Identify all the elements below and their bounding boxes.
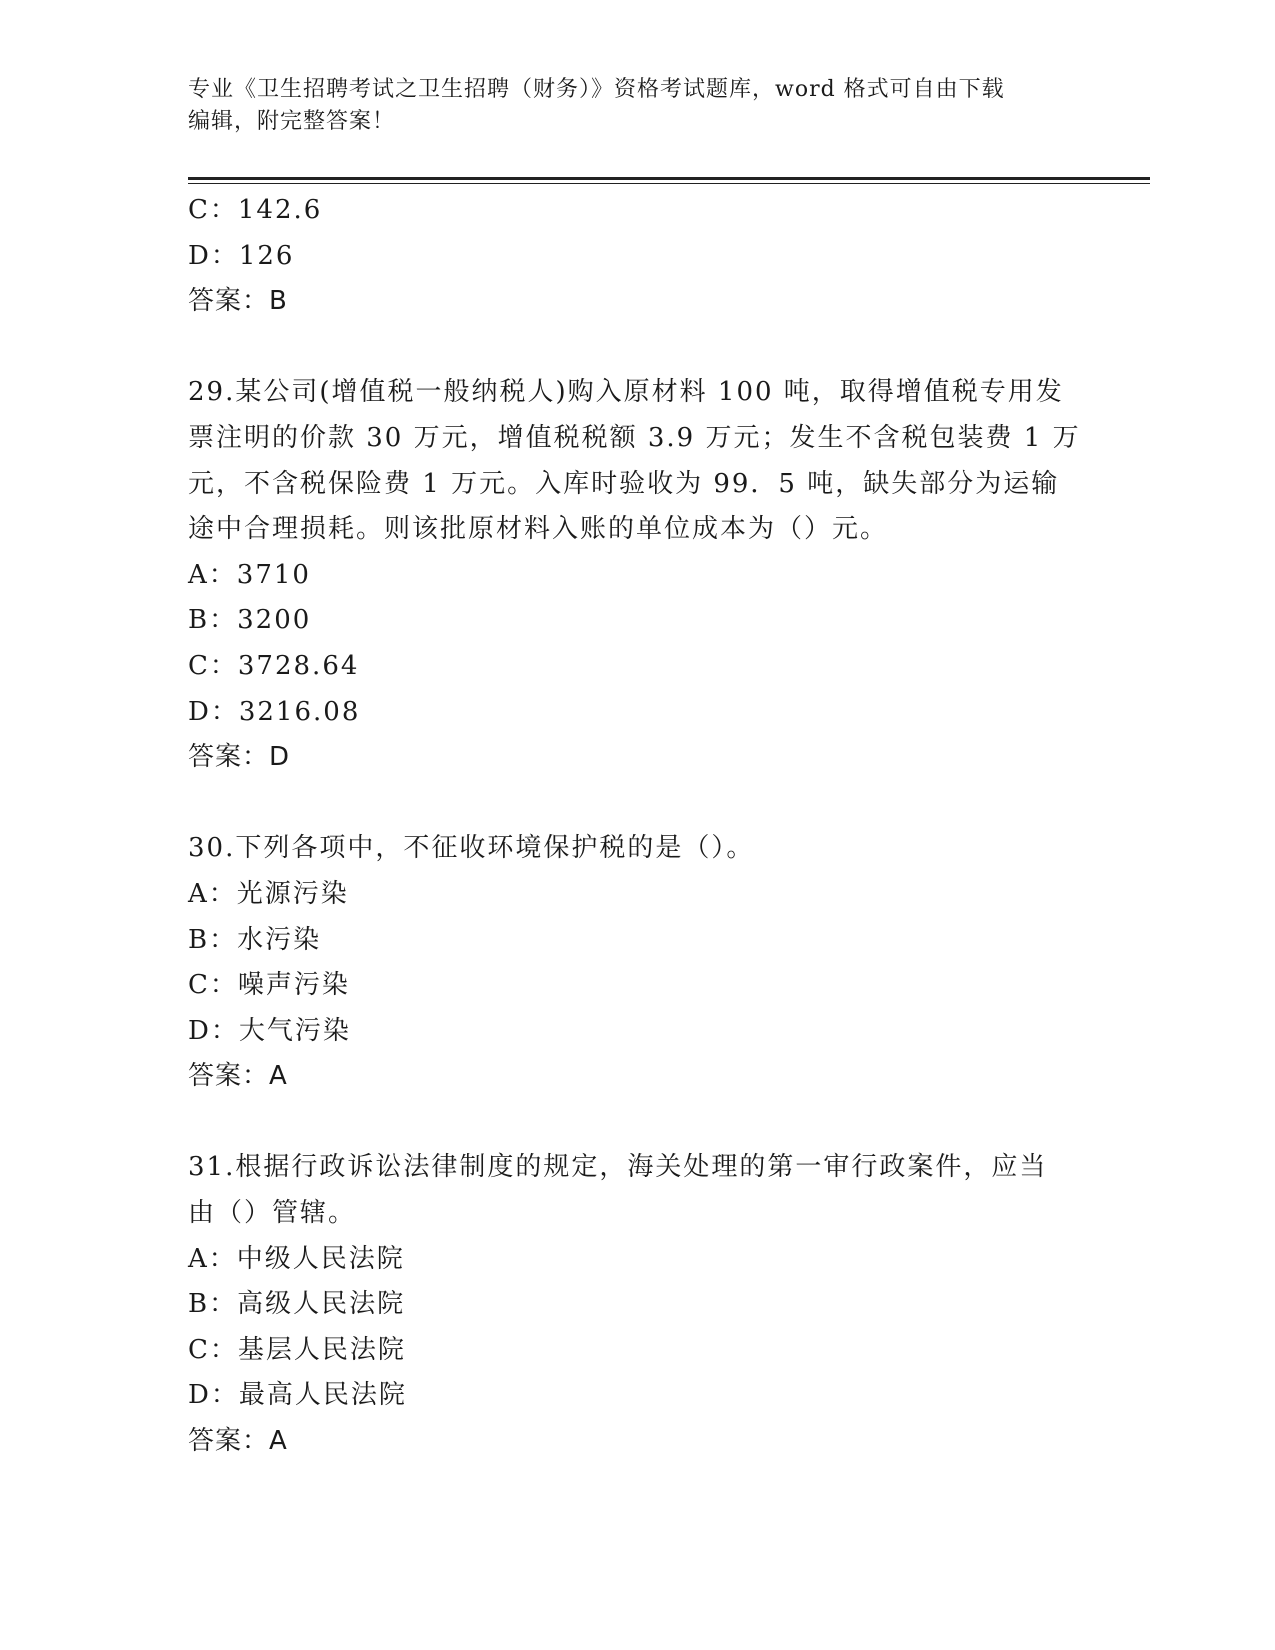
question-stem-line: 票注明的价款 30 万元，增值税税额 3.9 万元；发生不含税包装费 1 万 bbox=[188, 422, 1081, 453]
header-line-1: 专业《卫生招聘考试之卫生招聘（财务）》资格考试题库，word 格式可自由下载 bbox=[188, 77, 1005, 102]
document-header bbox=[188, 74, 1088, 138]
option-d: D：3216.08 bbox=[188, 696, 361, 727]
question-stem-line: 途中合理损耗。则该批原材料入账的单位成本为（）元。 bbox=[188, 514, 889, 545]
answer-line: 答案：A bbox=[188, 1426, 288, 1457]
answer-line: 答案：D bbox=[188, 742, 291, 773]
header-line-2: 编辑，附完整答案！ bbox=[188, 109, 396, 134]
question-stem-line: 元，不含税保险费 1 万元。入库时验收为 99．5 吨，缺失部分为运输 bbox=[188, 468, 1060, 499]
option-a: A：中级人民法院 bbox=[188, 1243, 405, 1274]
option-c: C：3728.64 bbox=[188, 650, 360, 681]
option-c: C：基层人民法院 bbox=[188, 1334, 406, 1365]
question-30 bbox=[188, 826, 1088, 1100]
header-rule-thick bbox=[188, 177, 1150, 180]
spacer bbox=[188, 781, 1088, 827]
header-rule-thin bbox=[188, 183, 1150, 184]
spacer bbox=[188, 1100, 1088, 1146]
question-stem-line: 30.下列各项中，不征收环境保护税的是（）。 bbox=[188, 833, 755, 864]
question-31 bbox=[188, 1145, 1088, 1464]
option-d: D：126 bbox=[188, 240, 295, 271]
answer-line: 答案：A bbox=[188, 1061, 288, 1092]
option-d: D：最高人民法院 bbox=[188, 1380, 407, 1411]
option-a: A：3710 bbox=[188, 559, 311, 590]
question-stem-line: 29.某公司(增值税一般纳税人)购入原材料 100 吨，取得增值税专用发 bbox=[188, 377, 1064, 408]
option-c: C：142.6 bbox=[188, 195, 323, 225]
question-29 bbox=[188, 370, 1088, 780]
question-stem-line: 31.根据行政诉讼法律制度的规定，海关处理的第一审行政案件，应当 bbox=[188, 1152, 1048, 1183]
option-b: B：水污染 bbox=[188, 924, 322, 955]
option-c: C：噪声污染 bbox=[188, 970, 350, 1001]
option-b: B：3200 bbox=[188, 605, 312, 636]
option-b: B：高级人民法院 bbox=[188, 1289, 406, 1320]
question-content bbox=[188, 188, 1088, 1465]
option-a: A：光源污染 bbox=[188, 878, 349, 909]
option-d: D：大气污染 bbox=[188, 1015, 351, 1046]
question-stem-line: 由（）管辖。 bbox=[188, 1198, 357, 1229]
answer-line: 答案：B bbox=[188, 286, 288, 317]
spacer bbox=[188, 325, 1088, 371]
